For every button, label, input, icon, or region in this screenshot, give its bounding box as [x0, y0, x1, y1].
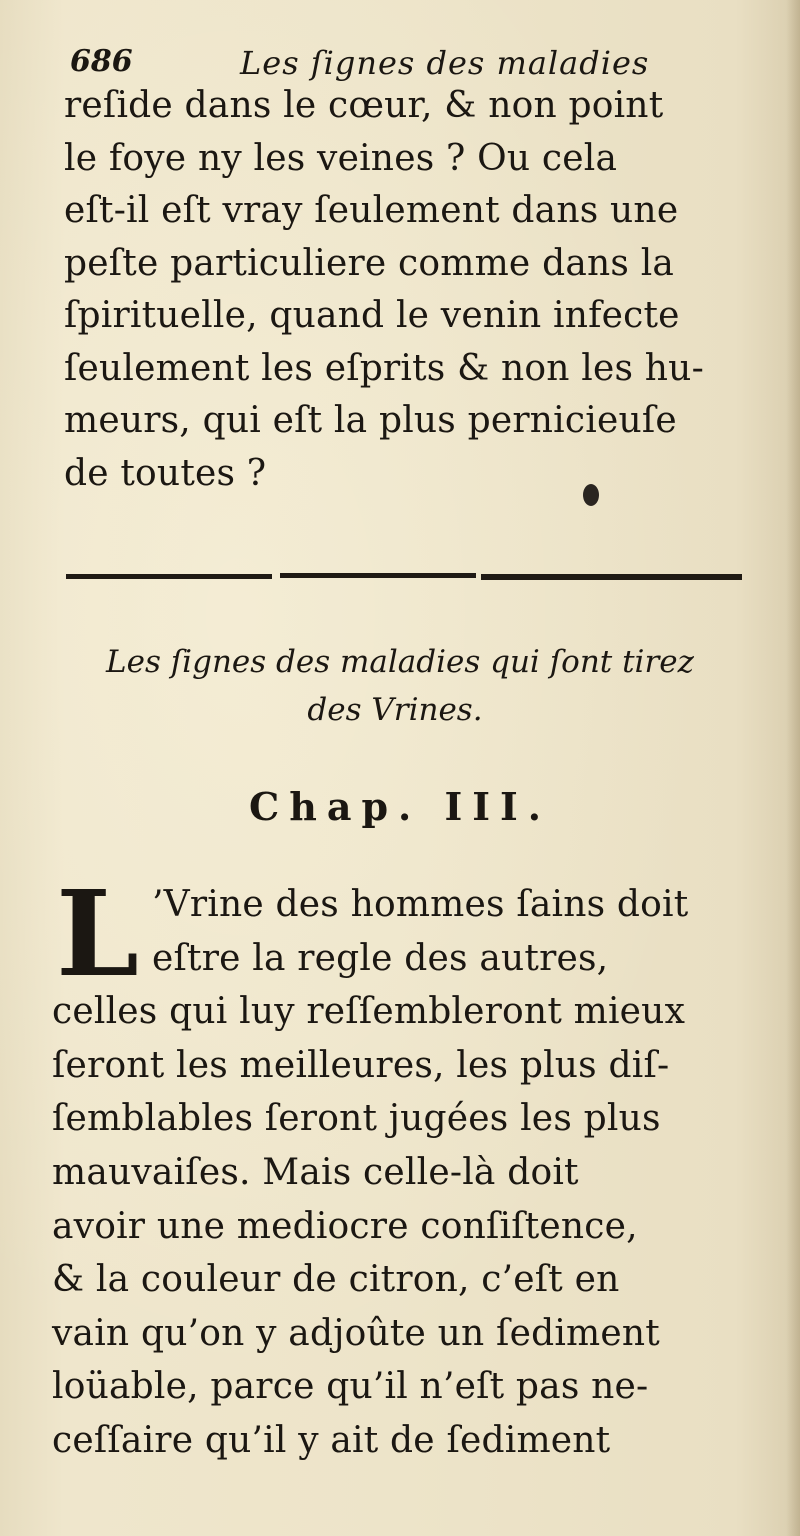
- text-line: mauvaiſes. Mais celle-là doit: [52, 1151, 579, 1193]
- chapter-heading: Chap. III.: [248, 784, 552, 829]
- text-line: ſeront les meilleures, les plus diſ-: [52, 1044, 670, 1086]
- rule-segment: [280, 573, 476, 578]
- text-line: avoir une mediocre conſiſtence,: [52, 1205, 638, 1247]
- text-line: eſtre la regle des autres,: [152, 937, 609, 979]
- text-line: ſemblables ſeront jugées les plus: [52, 1098, 661, 1140]
- text-line: vain qu’on y adjoûte un ſediment: [52, 1312, 660, 1354]
- text-line: eſt-il eſt vray ſeulement dans une: [64, 190, 679, 231]
- ink-mark: [583, 484, 599, 506]
- text-line: ceſſaire qu’il y ait de ſediment: [52, 1419, 611, 1461]
- rule-segment: [481, 574, 742, 580]
- text-line: & la couleur de citron, c’eſt en: [52, 1259, 620, 1301]
- section-title: [70, 638, 730, 734]
- page-number: 686: [70, 44, 133, 79]
- section-title-line-2: des Vrines.: [307, 692, 483, 728]
- section-divider-rule: [66, 572, 742, 581]
- rule-segment: [66, 574, 272, 579]
- section-title-line-1: Les ſignes des maladies qui ſont tirez: [106, 644, 694, 680]
- paragraph-2: [52, 864, 768, 1468]
- text-line: le foye ny les veines ? Ou cela: [64, 137, 618, 179]
- text-line: meurs, qui eſt la plus pernicieuſe: [64, 400, 677, 441]
- text-line: peſte particuliere comme dans la: [64, 242, 675, 284]
- running-title: Les ſignes des maladies: [240, 44, 650, 82]
- text-line: de toutes ?: [64, 452, 267, 494]
- drop-cap: L: [56, 864, 139, 1003]
- text-line: ſpirituelle, quand le venin infecte: [64, 295, 680, 336]
- text-line: reſide dans le cœur, & non point: [64, 85, 664, 126]
- text-line: loüable, parce qu’il n’eſt pas ne-: [52, 1366, 649, 1408]
- paragraph-1: [64, 80, 758, 500]
- text-line: ’Vrine des hommes ſains doit: [152, 884, 689, 925]
- text-line: celles qui luy reſſembleront mieux: [52, 991, 686, 1033]
- text-line: ſeulement les eſprits & non les hu-: [64, 347, 704, 389]
